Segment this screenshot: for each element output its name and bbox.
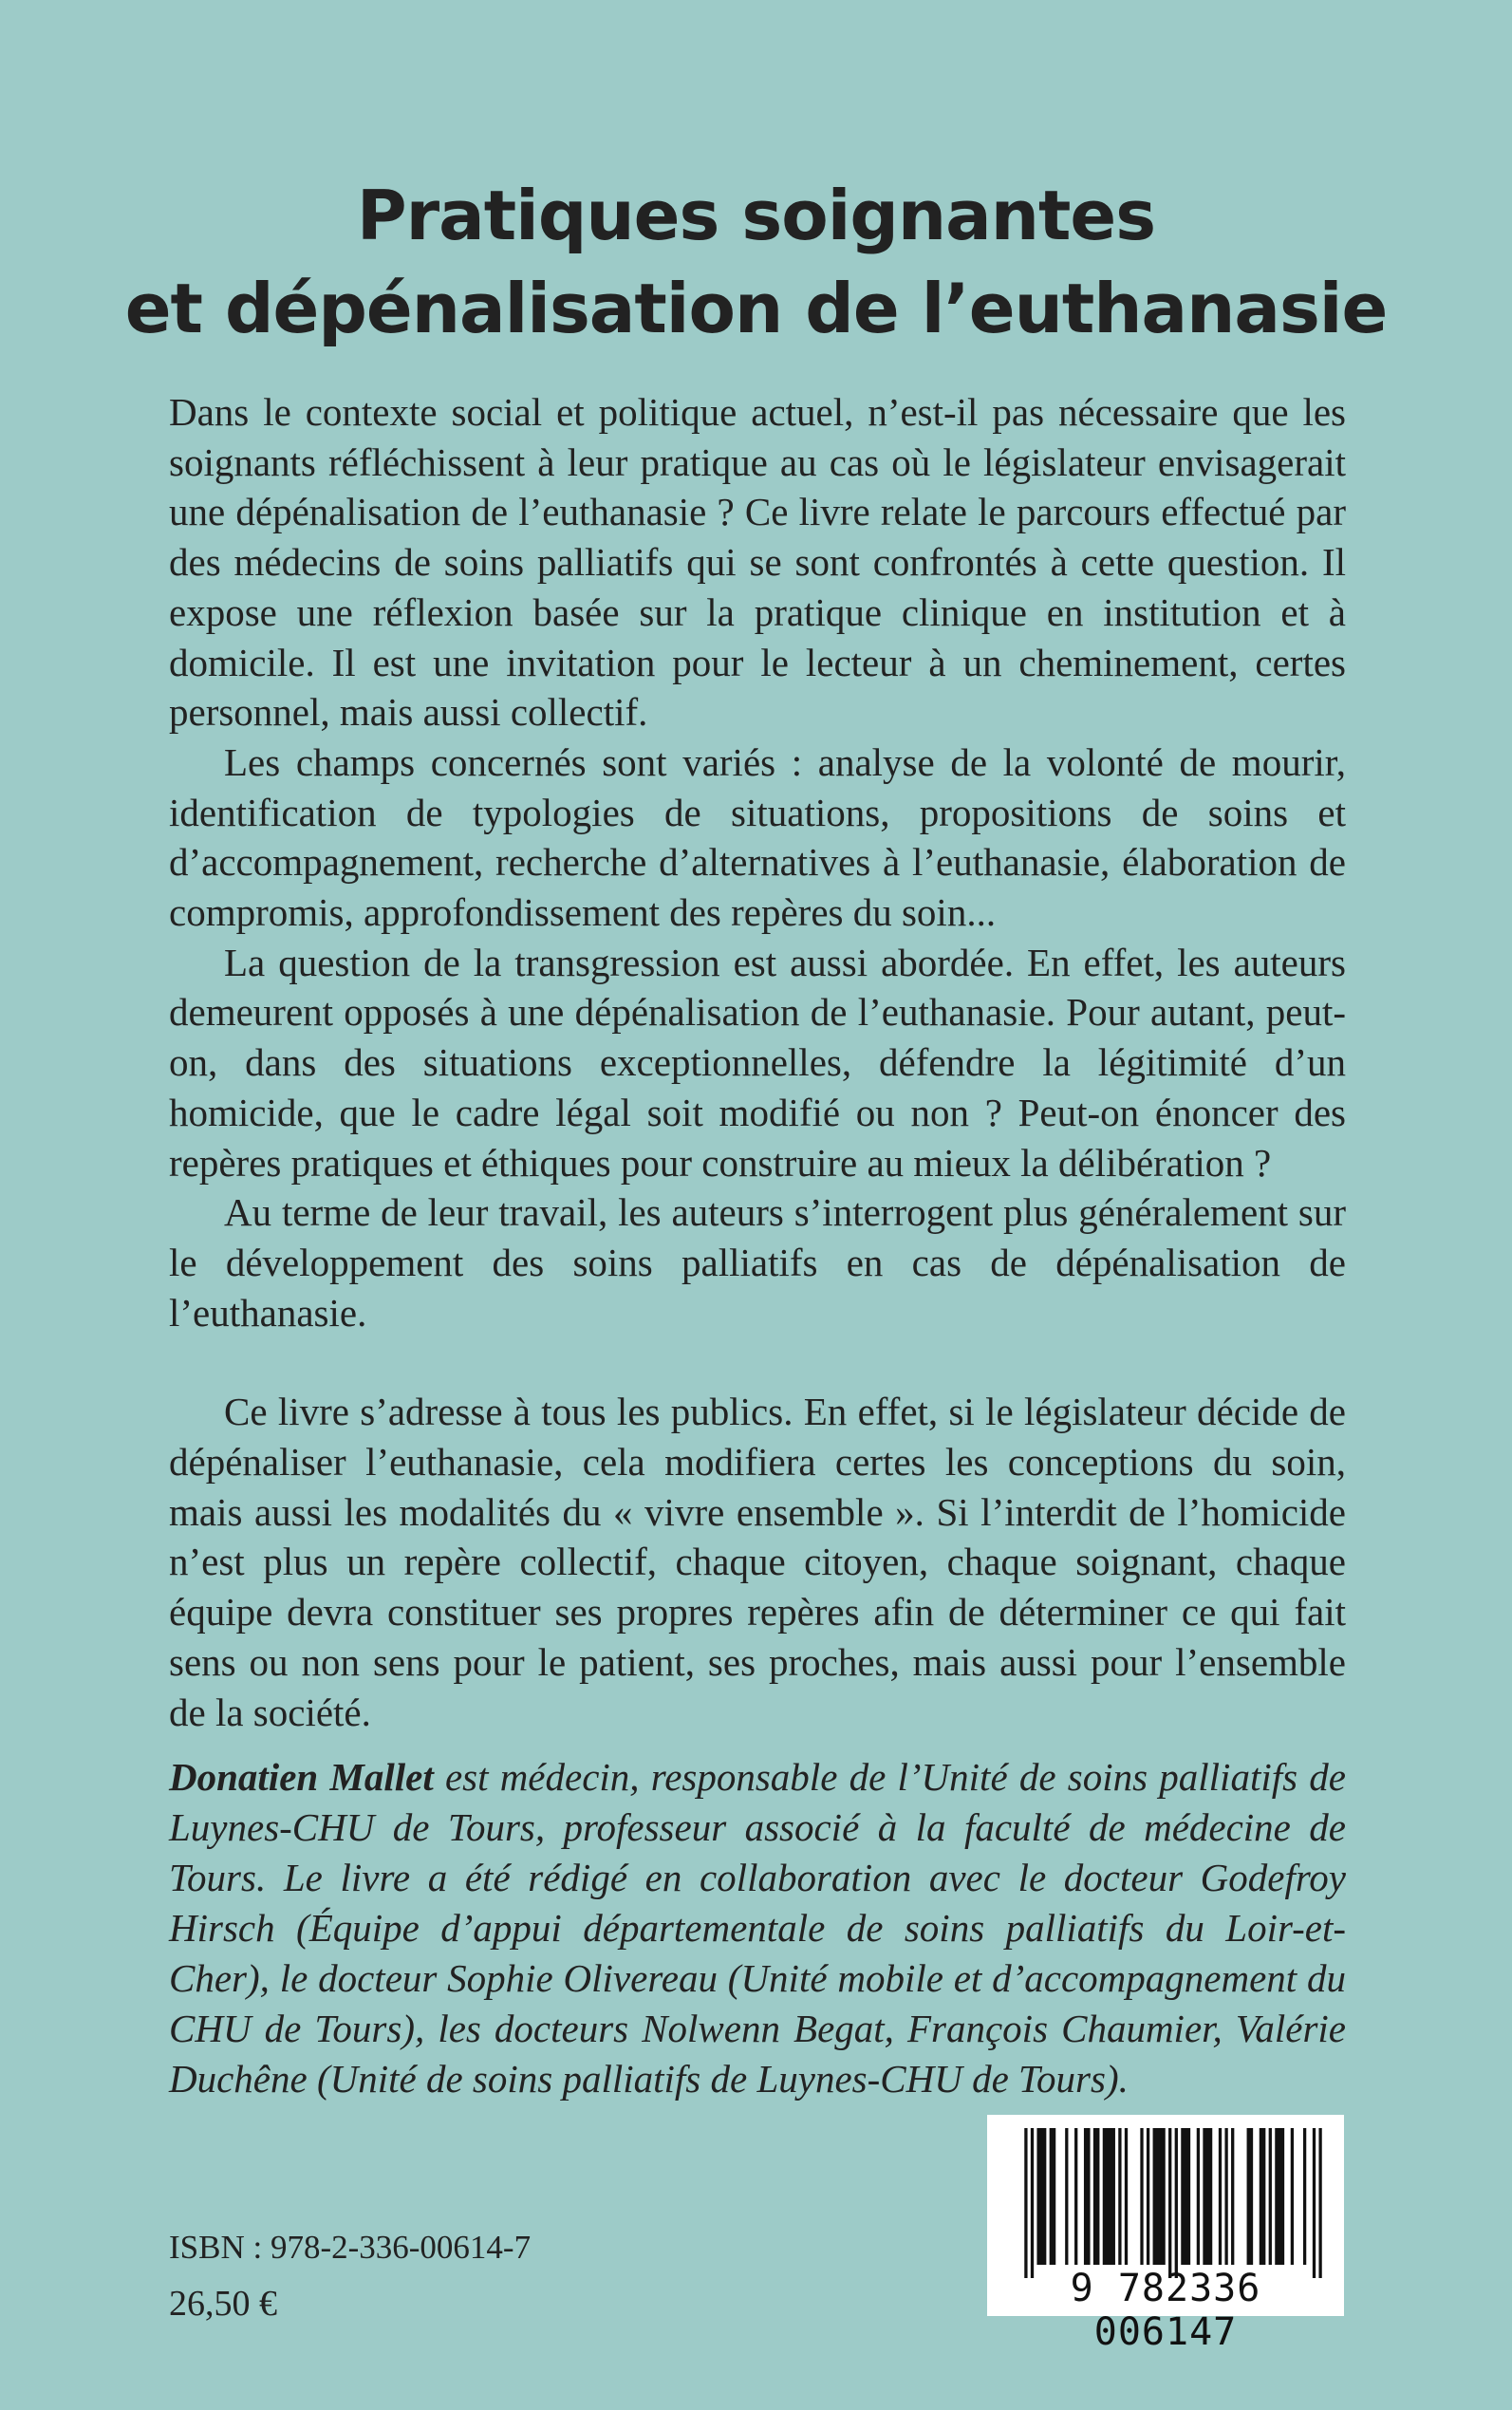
summary-text <box>169 387 1346 1737</box>
isbn: ISBN : 978-2-336-00614-7 <box>169 2229 532 2266</box>
barcode-bar-13 <box>1153 2128 1166 2265</box>
barcode-bar-19 <box>1219 2128 1222 2265</box>
barcode-bar-7 <box>1093 2128 1100 2265</box>
barcode-bar-18 <box>1203 2128 1212 2265</box>
barcode-bar-16 <box>1181 2128 1190 2265</box>
barcode-bar-27 <box>1303 2128 1306 2265</box>
barcode-bar-0 <box>1024 2128 1027 2278</box>
title-line-1: Pratiques soignantes <box>356 176 1156 255</box>
author-description: est médecin, responsable de l’Unité de soins palliatifs de Luynes-CHU de Tours, professeur associé à la faculté de médecine de Tours. Le livre a été rédigé en collaboration avec le docteur Godefroy Hirsch (Équipe d’appui départementale de soins palliatifs du Loir-et-Cher), le docteur Sophie Olivereau (Unité mobile et d’accompagnement du CHU de Tours), les docteurs Nolwenn Begat, François Chaumier, Valérie Duchêne (Unité de soins palliatifs de Luynes-CHU de Tours). <box>169 1755 1346 2101</box>
barcode <box>987 2115 1344 2354</box>
barcode-bar-5 <box>1074 2128 1077 2265</box>
barcode-bar-4 <box>1065 2128 1068 2265</box>
barcode-bar-1 <box>1031 2128 1034 2278</box>
author-bio <box>169 1752 1346 2104</box>
summary-paragraph-2: Les champs concernés sont variés : analyse de la volonté de mourir, identification de typologies de situations, propositions de soins et d’accompagnement, recherche d’alternatives à l’euthanasie, élaboration de compromis, approfondissement des repères du soin... <box>169 739 1346 935</box>
book-title <box>114 169 1398 355</box>
barcode-bar-23 <box>1260 2128 1266 2265</box>
barcode-bar-28 <box>1313 2128 1316 2278</box>
price: 26,50 € <box>169 2284 277 2324</box>
author-name: Donatien Mallet <box>169 1755 434 1799</box>
barcode-bar-2 <box>1036 2128 1046 2265</box>
summary-paragraph-1: Dans le contexte social et politique actuel, n’est-il pas nécessaire que les soignants réfléchissent à leur pratique au cas où le législateur envisagerait une dépénalisation de l’euthanasie ? Ce livre relate le parcours effectué par des médecins de soins palliatifs qui se sont confrontés à cette question. Il expose une réflexion basée sur la pratique clinique en institution et à domicile. Il est une invitation pour le lecteur à un cheminement, certes personnel, mais aussi collectif. <box>169 390 1346 735</box>
barcode-bar-15 <box>1175 2128 1178 2278</box>
barcode-bar-6 <box>1084 2128 1091 2265</box>
barcode-bar-29 <box>1318 2128 1321 2278</box>
barcode-bar-25 <box>1275 2128 1284 2265</box>
barcode-bar-26 <box>1291 2128 1294 2265</box>
barcode-bar-21 <box>1231 2128 1234 2265</box>
barcode-bar-10 <box>1125 2128 1128 2265</box>
summary-paragraph-4: Au terme de leur travail, les auteurs s’interrogent plus généralement sur le développement des soins palliatifs en cas de dépénalisation de l’euthanasie. <box>169 1190 1346 1335</box>
summary-paragraph-5: Ce livre s’adresse à tous les publics. En effet, si le législateur décide de dépénaliser l’euthanasie, cela modifiera certes les conceptions du soin, mais aussi les modalités du « vivre ensemble ». Si l’interdit de l’homicide n’est plus un repère collectif, chaque citoyen, chaque soignant, chaque équipe devra constituer ses propres repères afin de déterminer ce qui fait sens ou non sens pour le patient, ses proches, mais aussi pour l’ensemble de la société. <box>169 1390 1346 1734</box>
barcode-bar-9 <box>1118 2128 1121 2265</box>
barcode-bar-3 <box>1050 2128 1056 2265</box>
summary-paragraph-3: La question de la transgression est aussi abordée. En effet, les auteurs demeurent opposés à une dépénalisation de l’euthanasie. Pour autant, peut-on, dans des situations exceptionnelles, défendre la légitimité d’un homicide, que le cadre légal soit modifié ou non ? Peut-on énoncer des repères pratiques et éthiques pour construire au mieux la délibération ? <box>169 940 1346 1185</box>
barcode-bar-17 <box>1197 2128 1200 2265</box>
barcode-digits: 9 782336 006147 <box>1070 2267 1261 2354</box>
barcode-bar-24 <box>1269 2128 1272 2265</box>
barcode-bar-8 <box>1103 2128 1115 2265</box>
barcode-bar-22 <box>1247 2128 1254 2265</box>
barcode-bar-12 <box>1147 2128 1149 2265</box>
barcode-bar-14 <box>1168 2128 1171 2278</box>
barcode-bar-11 <box>1140 2128 1143 2265</box>
barcode-bar-20 <box>1224 2128 1227 2265</box>
title-line-2: et dépénalisation de l’euthanasie <box>124 269 1388 348</box>
